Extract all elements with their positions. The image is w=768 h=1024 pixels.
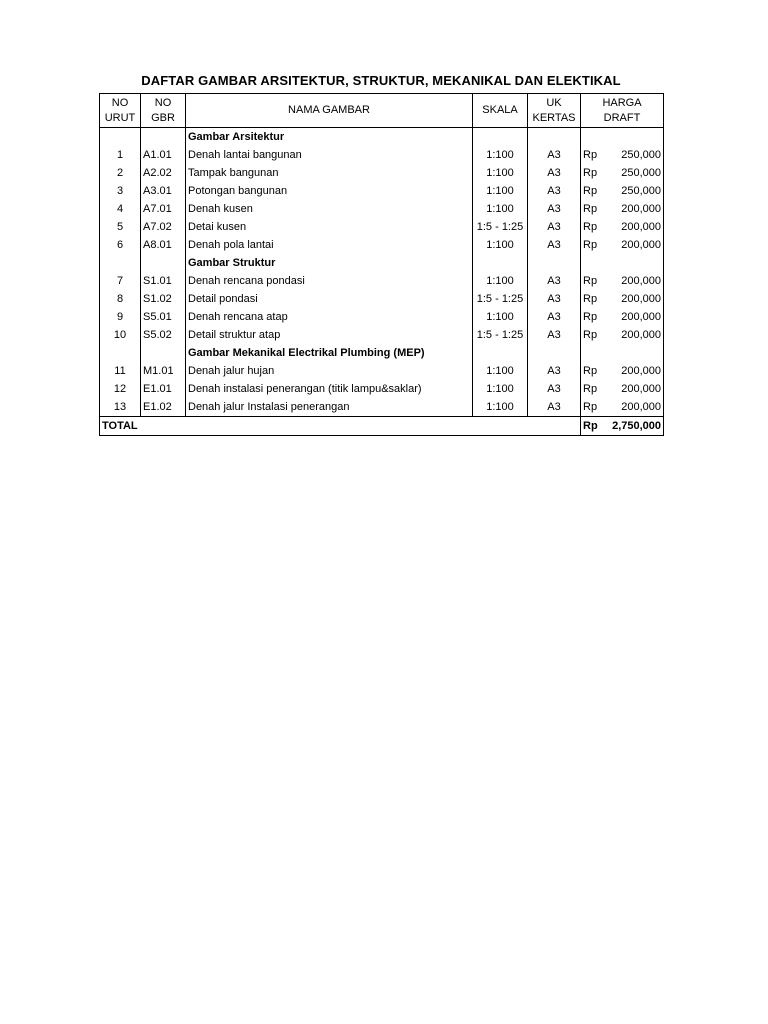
header-no-urut: NO URUT xyxy=(100,94,141,128)
row-currency: Rp xyxy=(583,365,598,377)
row-no-gbr: S5.01 xyxy=(141,308,186,326)
row-no-gbr: A7.02 xyxy=(141,218,186,236)
row-uk-kertas: A3 xyxy=(528,200,581,218)
header-skala: SKALA xyxy=(473,94,528,128)
row-uk-kertas: A3 xyxy=(528,236,581,254)
row-no-gbr: M1.01 xyxy=(141,362,186,380)
row-no-urut: 8 xyxy=(100,290,141,308)
row-nama-gambar: Detail struktur atap xyxy=(186,326,473,344)
section-rp-empty xyxy=(581,254,605,272)
table-row xyxy=(100,362,664,380)
row-no-gbr: A2.02 xyxy=(141,164,186,182)
row-harga-draft: 250,000 xyxy=(605,164,664,182)
row-skala: 1:100 xyxy=(473,146,528,164)
row-nama-gambar: Denah pola lantai xyxy=(186,236,473,254)
table-row xyxy=(100,236,664,254)
row-uk-kertas: A3 xyxy=(528,398,581,417)
row-no-gbr: S1.01 xyxy=(141,272,186,290)
row-currency: Rp xyxy=(583,149,598,161)
row-uk-kertas: A3 xyxy=(528,308,581,326)
section-kertas-empty xyxy=(528,128,581,147)
row-skala: 1:100 xyxy=(473,362,528,380)
row-currency: Rp xyxy=(583,167,598,179)
table-row xyxy=(100,380,664,398)
row-harga-draft: 200,000 xyxy=(605,272,664,290)
row-nama-gambar: Denah rencana pondasi xyxy=(186,272,473,290)
table-row xyxy=(100,326,664,344)
row-harga-draft: 200,000 xyxy=(605,326,664,344)
row-skala: 1:100 xyxy=(473,164,528,182)
row-nama-gambar: Denah rencana atap xyxy=(186,308,473,326)
row-skala: 1:100 xyxy=(473,182,528,200)
row-skala: 1:100 xyxy=(473,200,528,218)
table-row xyxy=(100,164,664,182)
section-skala-empty xyxy=(473,254,528,272)
section-gbr-empty xyxy=(141,344,186,362)
total-row xyxy=(100,417,664,436)
row-harga-draft: 250,000 xyxy=(605,146,664,164)
row-nama-gambar: Denah instalasi penerangan (titik lampu&saklar) xyxy=(186,380,473,398)
total-label: TOTAL xyxy=(100,417,581,436)
row-currency: Rp xyxy=(583,401,598,413)
header-harga-draft: HARGA DRAFT xyxy=(581,94,664,128)
row-harga-draft: 200,000 xyxy=(605,380,664,398)
row-nama-gambar: Denah jalur Instalasi penerangan xyxy=(186,398,473,417)
row-harga-draft: 200,000 xyxy=(605,398,664,417)
row-no-urut: 7 xyxy=(100,272,141,290)
row-nama-gambar: Potongan bangunan xyxy=(186,182,473,200)
row-uk-kertas: A3 xyxy=(528,164,581,182)
row-no-gbr: S5.02 xyxy=(141,326,186,344)
row-nama-gambar: Denah kusen xyxy=(186,200,473,218)
section-kertas-empty xyxy=(528,254,581,272)
row-no-gbr: E1.01 xyxy=(141,380,186,398)
row-currency: Rp xyxy=(583,185,598,197)
row-skala: 1:100 xyxy=(473,308,528,326)
table-row xyxy=(100,218,664,236)
section-rp-empty xyxy=(581,128,605,147)
section-harga-empty xyxy=(605,254,664,272)
row-skala: 1:5 - 1:25 xyxy=(473,290,528,308)
row-harga-draft: 200,000 xyxy=(605,362,664,380)
row-no-gbr: A1.01 xyxy=(141,146,186,164)
section-no-empty xyxy=(100,254,141,272)
table-body xyxy=(100,128,664,417)
section-row xyxy=(100,254,664,272)
row-harga-draft: 200,000 xyxy=(605,200,664,218)
row-currency: Rp xyxy=(583,329,598,341)
row-uk-kertas: A3 xyxy=(528,182,581,200)
section-no-empty xyxy=(100,344,141,362)
section-gbr-empty xyxy=(141,128,186,147)
row-currency: Rp xyxy=(583,275,598,287)
row-no-urut: 6 xyxy=(100,236,141,254)
table-row xyxy=(100,308,664,326)
row-uk-kertas: A3 xyxy=(528,380,581,398)
table-row xyxy=(100,146,664,164)
section-label: Gambar Struktur xyxy=(186,254,473,272)
row-no-urut: 5 xyxy=(100,218,141,236)
row-nama-gambar: Denah jalur hujan xyxy=(186,362,473,380)
row-no-urut: 13 xyxy=(100,398,141,417)
row-harga-draft: 200,000 xyxy=(605,290,664,308)
row-uk-kertas: A3 xyxy=(528,362,581,380)
section-label: Gambar Arsitektur xyxy=(186,128,473,147)
table-row xyxy=(100,182,664,200)
row-currency: Rp xyxy=(583,383,598,395)
row-no-urut: 12 xyxy=(100,380,141,398)
row-harga-draft: 250,000 xyxy=(605,182,664,200)
row-nama-gambar: Tampak bangunan xyxy=(186,164,473,182)
row-harga-draft: 200,000 xyxy=(605,236,664,254)
row-uk-kertas: A3 xyxy=(528,326,581,344)
page-title: DAFTAR GAMBAR ARSITEKTUR, STRUKTUR, MEKANIKAL DAN ELEKTIKAL xyxy=(141,73,621,88)
section-skala-empty xyxy=(473,128,528,147)
header-uk-kertas: UK KERTAS xyxy=(528,94,581,128)
section-label: Gambar Mekanikal Electrikal Plumbing (MEP) xyxy=(186,344,473,362)
row-skala: 1:100 xyxy=(473,272,528,290)
row-skala: 1:100 xyxy=(473,398,528,417)
table-row xyxy=(100,200,664,218)
section-harga-empty xyxy=(605,344,664,362)
row-no-gbr: E1.02 xyxy=(141,398,186,417)
section-harga-empty xyxy=(605,128,664,147)
row-skala: 1:5 - 1:25 xyxy=(473,326,528,344)
section-rp-empty xyxy=(581,344,605,362)
row-uk-kertas: A3 xyxy=(528,290,581,308)
row-no-urut: 1 xyxy=(100,146,141,164)
row-nama-gambar: Detai kusen xyxy=(186,218,473,236)
row-no-urut: 9 xyxy=(100,308,141,326)
row-no-gbr: A7.01 xyxy=(141,200,186,218)
total-amount: 2,750,000 xyxy=(605,417,664,436)
table-row xyxy=(100,398,664,417)
section-gbr-empty xyxy=(141,254,186,272)
row-skala: 1:5 - 1:25 xyxy=(473,218,528,236)
row-nama-gambar: Detail pondasi xyxy=(186,290,473,308)
row-no-gbr: A8.01 xyxy=(141,236,186,254)
row-no-gbr: A3.01 xyxy=(141,182,186,200)
row-uk-kertas: A3 xyxy=(528,272,581,290)
row-no-urut: 4 xyxy=(100,200,141,218)
row-currency: Rp xyxy=(583,239,598,251)
section-skala-empty xyxy=(473,344,528,362)
row-no-urut: 3 xyxy=(100,182,141,200)
section-row xyxy=(100,128,664,147)
drawing-list-table xyxy=(99,93,664,436)
row-nama-gambar: Denah lantai bangunan xyxy=(186,146,473,164)
header-nama-gambar: NAMA GAMBAR xyxy=(186,94,473,128)
header-no-gbr: NO GBR xyxy=(141,94,186,128)
section-no-empty xyxy=(100,128,141,147)
row-skala: 1:100 xyxy=(473,380,528,398)
table-row xyxy=(100,290,664,308)
row-no-urut: 11 xyxy=(100,362,141,380)
section-row xyxy=(100,344,664,362)
row-no-urut: 10 xyxy=(100,326,141,344)
table-header-row xyxy=(100,94,664,128)
section-kertas-empty xyxy=(528,344,581,362)
table-row xyxy=(100,272,664,290)
row-uk-kertas: A3 xyxy=(528,218,581,236)
row-skala: 1:100 xyxy=(473,236,528,254)
row-harga-draft: 200,000 xyxy=(605,308,664,326)
row-no-urut: 2 xyxy=(100,164,141,182)
total-currency: Rp xyxy=(581,417,605,436)
row-harga-draft: 200,000 xyxy=(605,218,664,236)
row-currency: Rp xyxy=(583,293,598,305)
row-uk-kertas: A3 xyxy=(528,146,581,164)
row-currency: Rp xyxy=(583,203,598,215)
row-currency: Rp xyxy=(583,221,598,233)
row-currency: Rp xyxy=(583,311,598,323)
row-no-gbr: S1.02 xyxy=(141,290,186,308)
